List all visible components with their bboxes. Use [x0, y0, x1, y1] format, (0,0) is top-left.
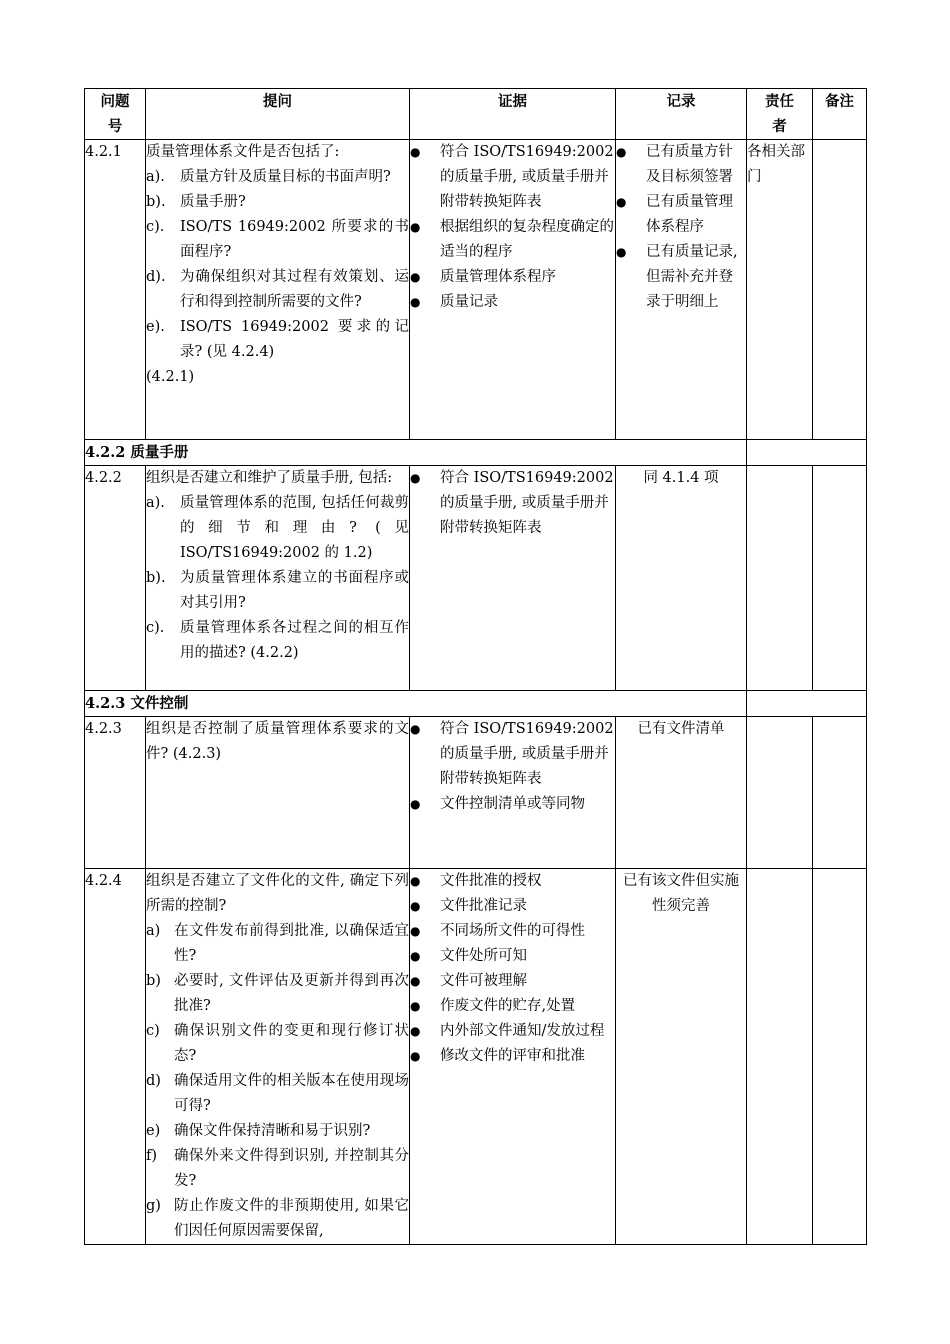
item-text: ISO/TS 16949:2002 要求的记录? (见 4.2.4)	[180, 319, 409, 360]
question-cell	[146, 140, 410, 440]
question-item	[146, 165, 409, 190]
item-text: 确保适用文件的相关版本在使用现场可得?	[174, 1073, 409, 1114]
item-label: c)	[146, 1023, 160, 1039]
item-label: e).	[146, 319, 165, 335]
evidence-cell	[410, 466, 616, 691]
header-row	[85, 89, 867, 140]
header-record: 记录	[616, 89, 747, 140]
question-item	[146, 919, 409, 969]
owner-cell: 各相关部门	[747, 140, 813, 440]
question-item	[146, 1119, 409, 1144]
question-item	[146, 1194, 409, 1244]
item-label: b).	[146, 570, 166, 586]
header-owner: 责任者	[747, 89, 813, 140]
evidence-cell	[410, 717, 616, 869]
item-label: d).	[146, 269, 166, 285]
evidence-item: ● 符合 ISO/TS16949:2002 的质量手册, 或质量手册并附带转换矩阵表	[410, 140, 615, 215]
question-intro: 组织是否控制了质量管理体系要求的文件? (4.2.3)	[146, 721, 409, 762]
evidence-item: ● 质量记录	[410, 290, 615, 315]
bullet-icon: ●	[410, 471, 421, 485]
item-text: 必要时, 文件评估及更新并得到再次批准?	[174, 973, 409, 1014]
bullet-icon: ●	[410, 270, 421, 284]
remark-cell	[813, 717, 867, 869]
section-blank-cell	[747, 440, 867, 466]
section-row	[85, 440, 867, 466]
bullet-icon: ●	[410, 1049, 421, 1063]
record-item: ● 已有质量管理体系程序	[616, 190, 746, 240]
item-label: b).	[146, 194, 166, 210]
question-number: 4.2.4	[85, 869, 146, 1245]
question-item	[146, 491, 409, 566]
bullet-icon: ●	[410, 899, 421, 913]
owner-cell	[747, 869, 813, 1245]
evidence-item: ● 不同场所文件的可得性	[410, 919, 615, 944]
section-row	[85, 691, 867, 717]
evidence-item: ● 作废文件的贮存,处置	[410, 994, 615, 1019]
question-item	[146, 1144, 409, 1194]
bullet-icon: ●	[616, 195, 627, 209]
table-row	[85, 717, 867, 869]
record-cell: 同 4.1.4 项	[616, 466, 747, 691]
question-cell	[146, 466, 410, 691]
item-label: f)	[146, 1148, 158, 1164]
remark-cell	[813, 140, 867, 440]
remark-cell	[813, 466, 867, 691]
question-item	[146, 265, 409, 315]
bullet-icon: ●	[410, 874, 421, 888]
evidence-item: ● 文件批准记录	[410, 894, 615, 919]
bullet-icon: ●	[410, 295, 421, 309]
record-item: ● 已有质量记录, 但需补充并登录于明细上	[616, 240, 746, 315]
section-blank-cell	[747, 691, 867, 717]
item-text: 质量管理体系各过程之间的相互作用的描述? (4.2.2)	[180, 620, 409, 661]
item-text: 确保识别文件的变更和现行修订状态?	[174, 1023, 409, 1064]
header-evidence: 证据	[410, 89, 616, 140]
evidence-item: ● 文件处所可知	[410, 944, 615, 969]
bullet-icon: ●	[410, 924, 421, 938]
question-intro: 组织是否建立和维护了质量手册, 包括:	[146, 470, 393, 486]
record-cell: 已有该文件但实施性须完善	[616, 869, 747, 1245]
record-item: ● 已有质量方针及目标须签署	[616, 140, 746, 190]
item-text: 确保外来文件得到识别, 并控制其分发?	[174, 1148, 409, 1189]
item-label: a).	[146, 169, 165, 185]
item-text: 质量管理体系的范围, 包括任何裁剪的细节和理由? (见 ISO/TS16949:2002 的 1.2)	[180, 495, 409, 561]
record-cell: 已有文件清单	[616, 717, 747, 869]
evidence-item: ● 根据组织的复杂程度确定的适当的程序	[410, 215, 615, 265]
owner-cell	[747, 466, 813, 691]
header-question-number: 问题号	[85, 89, 146, 140]
item-text: ISO/TS 16949:2002 所要求的书面程序?	[180, 219, 409, 260]
question-intro: 质量管理体系文件是否包括了:	[146, 144, 340, 160]
item-label: c).	[146, 219, 165, 235]
question-item	[146, 190, 409, 215]
item-label: b)	[146, 973, 161, 989]
header-question: 提问	[146, 89, 410, 140]
remark-cell	[813, 869, 867, 1245]
question-cell	[146, 869, 410, 1245]
evidence-item: ● 文件可被理解	[410, 969, 615, 994]
bullet-icon: ●	[616, 245, 627, 259]
evidence-cell	[410, 140, 616, 440]
question-number: 4.2.2	[85, 466, 146, 691]
item-label: a)	[146, 923, 161, 939]
audit-checklist-table	[84, 88, 867, 1245]
evidence-item: ● 修改文件的评审和批准	[410, 1044, 615, 1069]
bullet-icon: ●	[410, 999, 421, 1013]
question-cell	[146, 717, 410, 869]
section-title: 4.2.2 质量手册	[85, 440, 747, 466]
bullet-icon: ●	[410, 974, 421, 988]
evidence-item: ● 符合 ISO/TS16949:2002 的质量手册, 或质量手册并附带转换矩阵表	[410, 466, 615, 541]
question-number: 4.2.1	[85, 140, 146, 440]
table-row	[85, 869, 867, 1245]
item-text: 为质量管理体系建立的书面程序或对其引用?	[180, 570, 409, 611]
question-intro: 组织是否建立了文件化的文件, 确定下列所需的控制?	[146, 873, 409, 914]
bullet-icon: ●	[410, 949, 421, 963]
question-item	[146, 215, 409, 265]
record-cell	[616, 140, 747, 440]
header-remark: 备注	[813, 89, 867, 140]
item-text: 为确保组织对其过程有效策划、运行和得到控制所需要的文件?	[180, 269, 409, 310]
item-label: a).	[146, 495, 165, 511]
section-title: 4.2.3 文件控制	[85, 691, 747, 717]
question-item	[146, 566, 409, 616]
evidence-item: ● 文件批准的授权	[410, 869, 615, 894]
item-text: 在文件发布前得到批准, 以确保适宜性?	[174, 923, 409, 964]
question-number: 4.2.3	[85, 717, 146, 869]
question-item	[146, 315, 409, 365]
evidence-item: ● 内外部文件通知/发放过程	[410, 1019, 615, 1044]
table-row	[85, 466, 867, 691]
item-text: 质量手册?	[180, 194, 246, 210]
question-item	[146, 1069, 409, 1119]
bullet-icon: ●	[410, 722, 421, 736]
item-label: d)	[146, 1073, 161, 1089]
bullet-icon: ●	[410, 145, 421, 159]
owner-cell	[747, 717, 813, 869]
question-item	[146, 616, 409, 666]
evidence-item: ● 符合 ISO/TS16949:2002 的质量手册, 或质量手册并附带转换矩阵表	[410, 717, 615, 792]
bullet-icon: ●	[410, 797, 421, 811]
evidence-item: ● 文件控制清单或等同物	[410, 792, 615, 817]
item-label: g)	[146, 1198, 161, 1214]
evidence-item: ● 质量管理体系程序	[410, 265, 615, 290]
item-text: 防止作废文件的非预期使用, 如果它们因任何原因需要保留,	[174, 1198, 409, 1239]
question-item	[146, 1019, 409, 1069]
bullet-icon: ●	[410, 1024, 421, 1038]
item-label: e)	[146, 1123, 161, 1139]
item-text: 质量方针及质量目标的书面声明?	[180, 169, 391, 185]
item-text: 确保文件保持清晰和易于识别?	[174, 1123, 371, 1139]
question-reference: (4.2.1)	[146, 369, 195, 385]
evidence-cell	[410, 869, 616, 1245]
item-label: c).	[146, 620, 165, 636]
table-row	[85, 140, 867, 440]
question-item	[146, 969, 409, 1019]
bullet-icon: ●	[410, 220, 421, 234]
bullet-icon: ●	[616, 145, 627, 159]
